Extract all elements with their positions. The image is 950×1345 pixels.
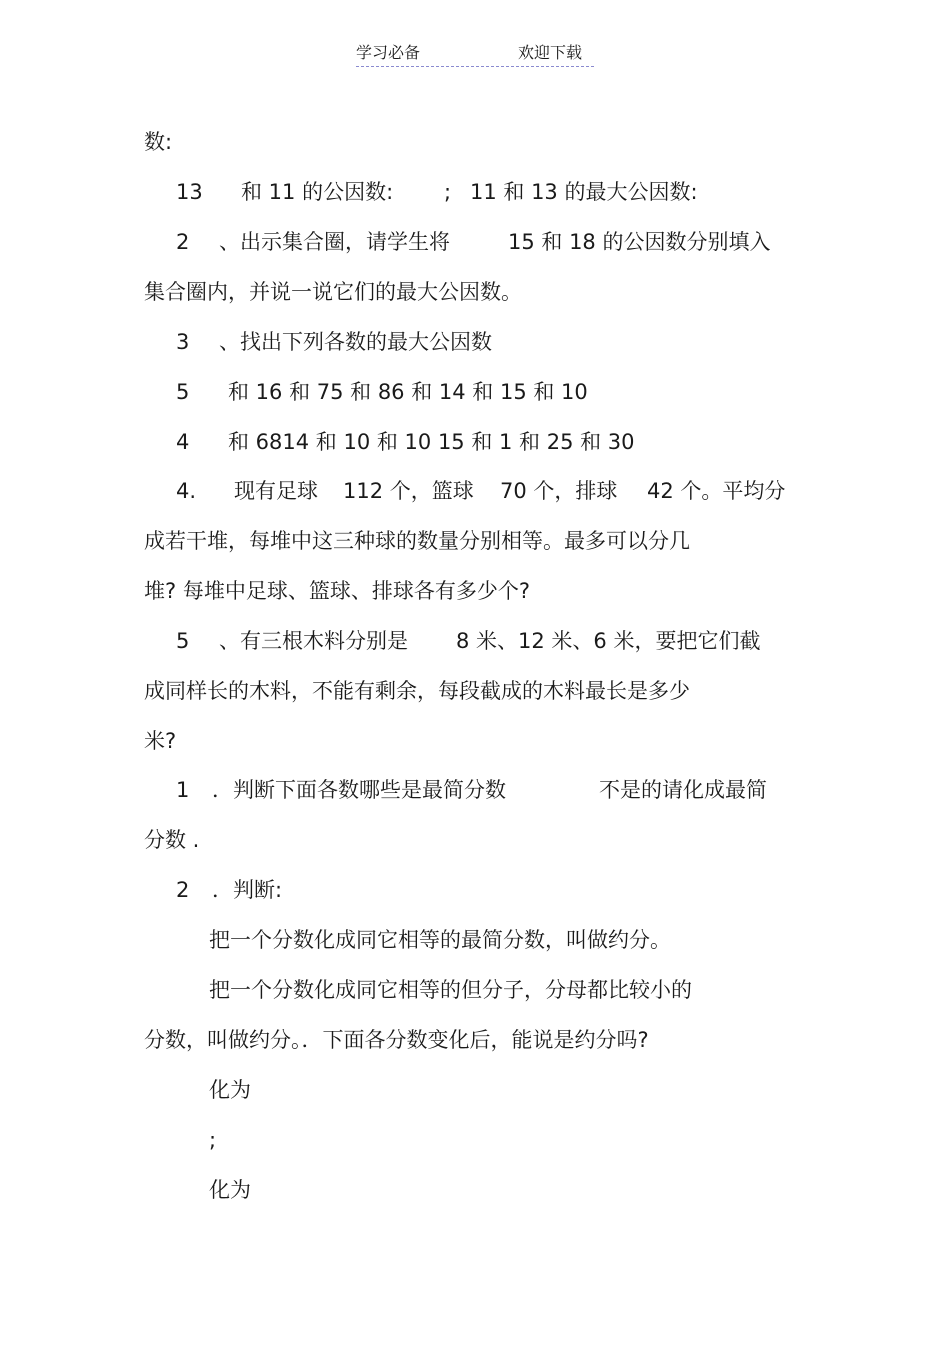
text-segment: 成同样长的木料，不能有剩余，每段截成的木料最长是多少	[144, 679, 690, 703]
text-segment: 、找出下列各数的最大公因数	[219, 330, 492, 354]
text-segment: 、有三根木料分别是	[219, 629, 408, 653]
text-segment: 8 米、12 米、6 米，要把它们截	[456, 629, 761, 653]
text-segment: 、出示集合圈，请学生将	[219, 230, 450, 254]
text-segment: 70 个，排球	[500, 479, 618, 503]
text-segment: 分数 .	[144, 828, 200, 852]
text-segment: 112 个，篮球	[343, 479, 474, 503]
text-segment: 分数，叫做约分。．下面各分数变化后，能说是约分吗?	[144, 1028, 649, 1052]
text-segment: 把一个分数化成同它相等的最简分数，叫做约分。	[209, 928, 671, 952]
text-segment: 4.	[176, 479, 197, 503]
text-segment: 5	[176, 380, 190, 404]
text-segment: 和 6814 和 10 和 10 15 和 1 和 25 和 30	[228, 430, 635, 454]
text-segment: 米?	[144, 729, 177, 753]
text-segment: 堆? 每堆中足球、篮球、排球各有多少个?	[144, 579, 530, 603]
text-segment: 现有足球	[234, 479, 318, 503]
text-segment: 42 个。平均分	[647, 479, 786, 503]
text-segment: 化为	[209, 1178, 251, 1202]
text-segment: 化为	[209, 1078, 251, 1102]
text-segment: 和 16 和 75 和 86 和 14 和 15 和 10	[228, 380, 588, 404]
text-segment: 2	[176, 878, 190, 902]
text-segment: ;	[209, 1128, 217, 1152]
text-segment: 集合圈内，并说一说它们的最大公因数。	[144, 280, 522, 304]
text-segment: 15 和 18 的公因数分别填入	[508, 230, 771, 254]
text-segment: ．判断:	[212, 878, 283, 902]
header-right-text: 欢迎下载	[518, 43, 583, 62]
text-segment: 4	[176, 430, 190, 454]
text-segment: 成若干堆，每堆中这三种球的数量分别相等。最多可以分几	[144, 529, 690, 553]
text-segment: 把一个分数化成同它相等的但分子，分母都比较小的	[209, 978, 692, 1002]
text-segment: 数:	[144, 130, 173, 154]
text-segment: 5	[176, 629, 190, 653]
text-segment: 和 11 的公因数:	[241, 180, 394, 204]
text-segment: ．判断下面各数哪些是最简分数	[212, 778, 506, 802]
text-segment: 13	[176, 180, 203, 204]
text-segment: ;	[444, 180, 452, 204]
text-segment: 3	[176, 330, 190, 354]
text-segment: 2	[176, 230, 190, 254]
text-segment: 11 和 13 的最大公因数:	[470, 180, 698, 204]
text-segment: 不是的请化成最简	[599, 778, 767, 802]
header-left-text: 学习必备	[356, 43, 421, 62]
page-header	[356, 40, 594, 67]
text-segment: 1	[176, 778, 190, 802]
